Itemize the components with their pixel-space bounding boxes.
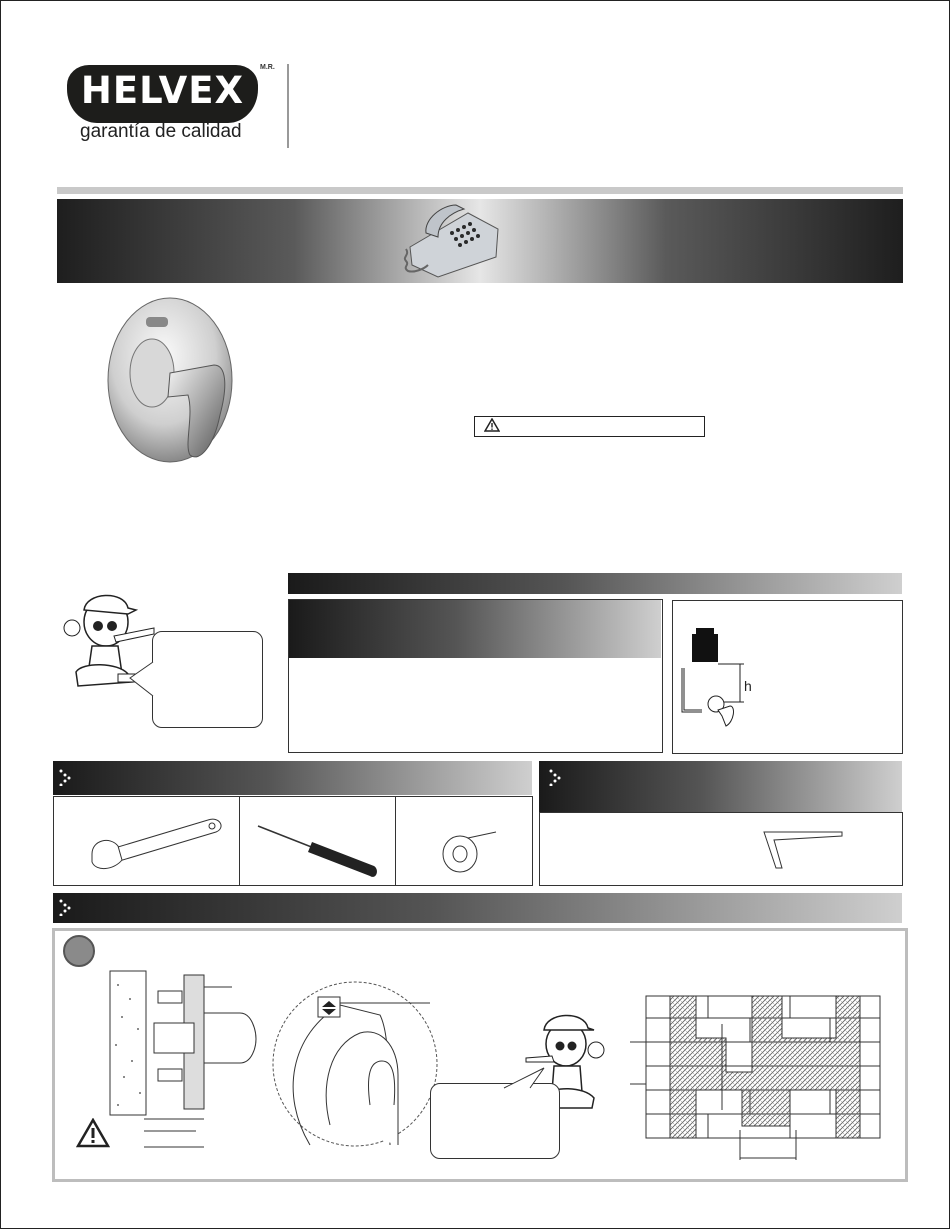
telephone-icon — [398, 199, 502, 281]
brand-tagline: garantía de calidad — [80, 121, 242, 142]
height-label: h — [744, 678, 752, 694]
header-divider — [287, 64, 289, 148]
brand-logo-text: HELVEX — [80, 69, 245, 112]
mascot-speech-bubble — [152, 631, 263, 728]
dots-arrow-icon — [58, 768, 72, 786]
info-panel-header — [289, 600, 661, 658]
teflon-tape-icon — [440, 828, 498, 876]
included-tools-panel — [539, 812, 903, 886]
warning-notice-box — [474, 416, 705, 437]
top-rule — [57, 187, 903, 194]
wall-section-drawing — [100, 965, 270, 1165]
adjustable-wrench-icon — [88, 810, 228, 876]
valve-detail-zoom — [270, 975, 440, 1153]
speech-bubble-tail-2 — [500, 1066, 550, 1090]
dots-arrow-icon-2 — [548, 768, 562, 786]
mascot-speech-bubble-2 — [430, 1083, 560, 1159]
warning-triangle-icon — [484, 418, 500, 432]
section-bar — [288, 573, 902, 594]
step-number-circle — [63, 935, 95, 967]
dots-arrow-icon-3 — [58, 898, 72, 916]
installation-section-header — [53, 893, 902, 923]
included-tools-header — [539, 761, 902, 812]
screwdriver-icon — [256, 822, 380, 882]
warning-triangle-icon-large — [76, 1118, 110, 1148]
wall-cutout-diagram — [630, 990, 886, 1162]
speech-bubble-tail — [128, 660, 158, 700]
tools-section-header — [53, 761, 532, 795]
allen-key-icon — [760, 830, 846, 872]
trademark-mark: M.R. — [260, 64, 275, 71]
product-valve-image — [102, 295, 242, 465]
